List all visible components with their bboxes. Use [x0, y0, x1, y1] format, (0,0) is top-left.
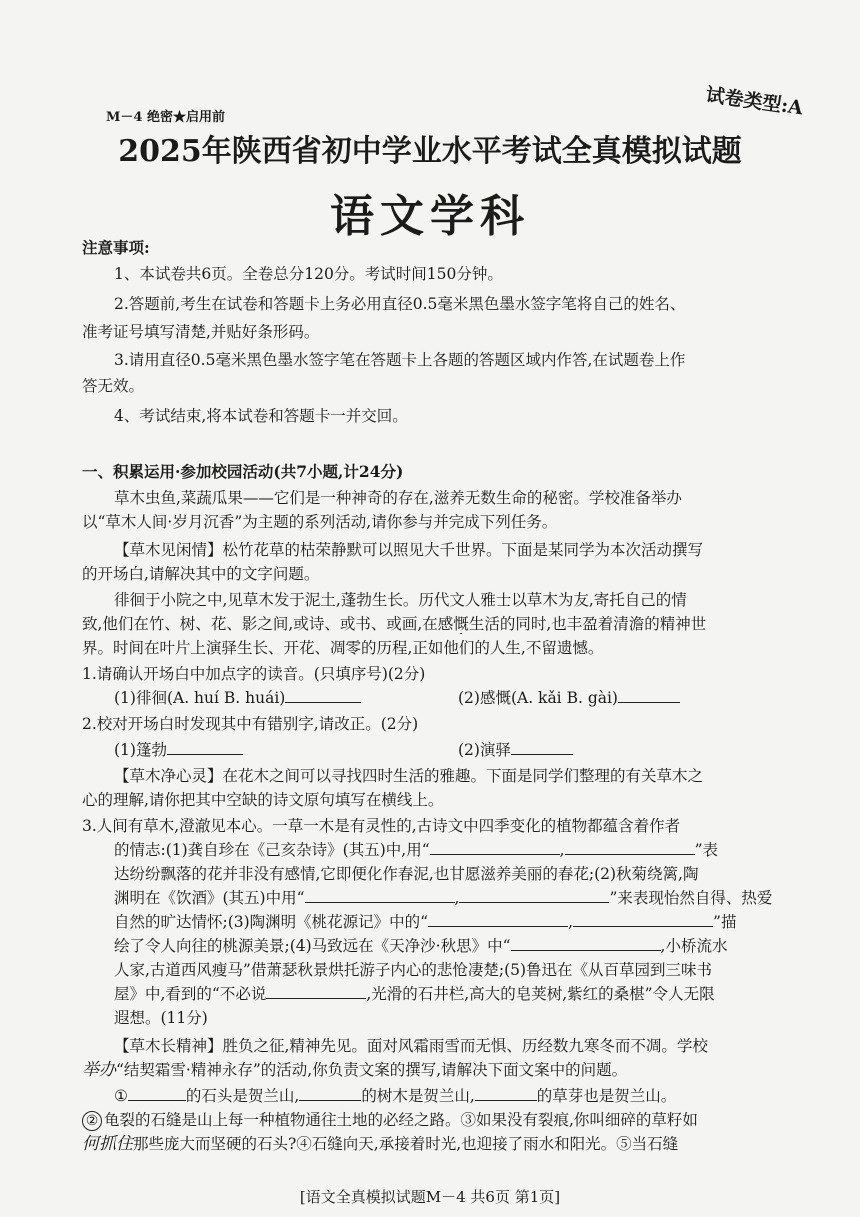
- answer-blank[interactable]: [475, 1086, 537, 1101]
- exam-title: 2025年陕西省初中学业水平考试全真模拟试题: [118, 134, 742, 169]
- question-3-line-6: [82, 936, 834, 956]
- question-3-line-1: 3.人间有草木,澄澈见本心。一草一木是有灵性的,古诗文中四季变化的植物都蕴含着作者: [82, 817, 681, 835]
- subject-title: 语文学科: [330, 191, 530, 242]
- copy-line-1: [82, 1086, 834, 1106]
- poem-blank[interactable]: [430, 840, 560, 855]
- q1-option-a: (1)徘徊(A. huí B. huái): [114, 689, 286, 707]
- notice-item-2-cont: 准考证号填写清楚,并贴好条形码。: [82, 323, 320, 341]
- copy-text: 的树木是贺兰山,: [361, 1087, 475, 1105]
- answer-blank[interactable]: [618, 688, 680, 703]
- q3-text: ”表: [694, 841, 718, 859]
- q1-option-b: (2)感慨(A. kǎi B. gài): [458, 689, 618, 707]
- passage-line-1: 徘徊于小院之中,见草木发于泥土,蓬勃生长。历代文人雅士以草木为友,寄托自己的情: [114, 591, 687, 609]
- notice-item-3: 3.请用直径0.5毫米黑色墨水签字笔在答题卡上各题的答题区域内作答,在试题卷上作: [114, 351, 686, 369]
- answer-blank[interactable]: [299, 1086, 361, 1101]
- poem-blank[interactable]: [565, 840, 695, 855]
- passage-text: 生活的同时,也丰盈着清澹的精神世: [468, 615, 707, 633]
- poem-blank[interactable]: [266, 984, 366, 999]
- question-3-line-2: 的情志:(1)龚自珍在《己亥杂诗》(其五)中,用“ , ”表: [114, 841, 718, 859]
- q3-text: 渊明在《饮酒》(其五)中用“: [114, 889, 305, 907]
- notice-heading: 注意事项:: [82, 238, 150, 257]
- task1-line-1: 【草木见闲情】松竹花草的枯荣静默可以照见大千世界。下面是某同学为本次活动撰写: [114, 541, 704, 559]
- task1-line-2: 的开场白,请解决其中的文字问题。: [82, 565, 320, 583]
- question-1: 1.请确认开场白中加点字的读音。(只填序号)(2分): [82, 665, 426, 683]
- intro-line-2: 以“草木人间·岁月沉香”为主题的系列活动,请你参与并完成下列任务。: [82, 513, 558, 531]
- sentence-number: ①: [114, 1087, 128, 1105]
- task3-text: “结契霜雪·精神永存”的活动,你负责文案的撰写,请解决下面文案中的问题。: [116, 1061, 628, 1079]
- notice-item-4: 4、考试结束,将本试卷和答题卡一并交回。: [114, 407, 408, 425]
- poem-blank[interactable]: [459, 888, 609, 903]
- q2-item-a: (1)篷勃: [114, 741, 167, 759]
- question-3-line-7: 人家,古道西风瘦马”借萧瑟秋景烘托游子内心的悲怆凄楚;(5)鲁迅在《从百草园到三味书: [114, 961, 713, 979]
- notice-item-3-cont: 答无效。: [82, 377, 145, 395]
- question-3-line-8: [82, 984, 834, 1004]
- answer-blank[interactable]: [511, 740, 573, 755]
- sentence-number-circled: ②: [82, 1111, 102, 1131]
- q3-text: ”描: [713, 913, 737, 931]
- answer-blank[interactable]: [167, 740, 243, 755]
- answer-blank[interactable]: [285, 688, 361, 703]
- copy-text: 那些庞大而坚硬的石头?④石缝向天,承接着时光,也迎接了雨水和阳光。⑤当石缝: [133, 1135, 679, 1153]
- question-3-line-3: 达纷纷飘落的花并非没有感情,它即便化作春泥,也甘愿滋养美丽的春花;(2)秋菊绕篱,陶: [114, 865, 699, 883]
- question-1-options: [82, 688, 834, 708]
- q3-text: 屋》中,看到的“不必说: [114, 985, 267, 1003]
- dotted-char: 慨: [453, 615, 469, 633]
- section-title: 一、积累运用·参加校园活动(共7小题,计24分): [82, 462, 404, 481]
- task3-line-1: 【草木长精神】胜负之征,精神先见。面对风霜雨雪而无惧、历经数九寒冬而不凋。学校: [114, 1037, 708, 1055]
- task2-line-2: 心的理解,请你把其中空缺的诗文原句填写在横线上。: [82, 791, 444, 809]
- q2-item-b: (2)演驿: [458, 741, 511, 759]
- q3-text: ”来表现怡然自得、热爱: [609, 889, 773, 907]
- handwritten-text: 举办: [82, 1060, 116, 1080]
- copy-line-3: [82, 1134, 802, 1154]
- copy-text: 龟裂的石缝是山上每一种植物通往土地的必经之路。③如果没有裂痕,你叫细碎的草籽如: [104, 1111, 698, 1129]
- poem-blank[interactable]: [428, 912, 568, 927]
- q3-text: 的情志:(1)龚自珍在《己亥杂诗》(其五)中,用“: [114, 841, 430, 859]
- question-3-line-4: 渊明在《饮酒》(其五)中用“ , ”来表现怡然自得、热爱: [114, 889, 773, 907]
- copy-line-2: [82, 1110, 802, 1131]
- copy-text: 的石头是贺兰山,: [185, 1087, 300, 1105]
- notice-item-1: 1、本试卷共6页。全卷总分120分。考试时间150分钟。: [114, 265, 503, 283]
- handwritten-text: 何抓住: [82, 1134, 133, 1154]
- copy-text: 的草芽也是贺兰山。: [536, 1087, 677, 1105]
- q3-text: 绘了令人向往的桃源美景;(4)马致远在《天净沙·秋思》中“: [114, 937, 511, 955]
- question-3-line-9: 遐想。(11分): [114, 1009, 208, 1027]
- task2-line-1: 【草木净心灵】在花木之间可以寻找四时生活的雅趣。下面是同学们整理的有关草木之: [114, 767, 704, 785]
- q3-text: 自然的旷达情怀;(3)陶渊明《桃花源记》中的“: [114, 913, 429, 931]
- answer-blank[interactable]: [128, 1086, 186, 1101]
- poem-blank[interactable]: [511, 936, 661, 951]
- passage-line-2: [82, 614, 802, 634]
- q3-text: ,小桥流水: [660, 937, 728, 955]
- page-footer: [语文全真模拟试题M－4 共6页 第1页]: [299, 1188, 561, 1206]
- notice-item-2: 2.答题前,考生在试卷和答题卡上务必用直径0.5毫米黑色墨水签字笔将自己的姓名、: [114, 295, 686, 313]
- question-3-line-5: 自然的旷达情怀;(3)陶渊明《桃花源记》中的“ , ”描: [114, 913, 737, 931]
- intro-line-1: 草木虫鱼,菜蔬瓜果——它们是一种神奇的存在,滋养无数生命的秘密。学校准备举办: [114, 489, 682, 507]
- poem-blank[interactable]: [573, 912, 713, 927]
- secret-label: M－4 绝密★启用前: [106, 110, 225, 125]
- question-2-items: [82, 740, 834, 760]
- question-2: 2.校对开场白时发现其中有错别字,请改正。(2分): [82, 715, 419, 733]
- poem-blank[interactable]: [305, 888, 455, 903]
- passage-line-3: 界。时间在叶片上演驿生长、开花、凋零的历程,正如他们的人生,不留遗憾。: [82, 639, 604, 657]
- passage-text: 致,他们在竹、树、花、影之间,或诗、或书、或画,在感: [82, 615, 454, 633]
- q3-text: ,光滑的石井栏,高大的皂荚树,紫红的桑椹”令人无限: [366, 985, 715, 1003]
- task3-line-2: [82, 1060, 802, 1080]
- paper-type-label: 试卷类型:A: [704, 83, 805, 120]
